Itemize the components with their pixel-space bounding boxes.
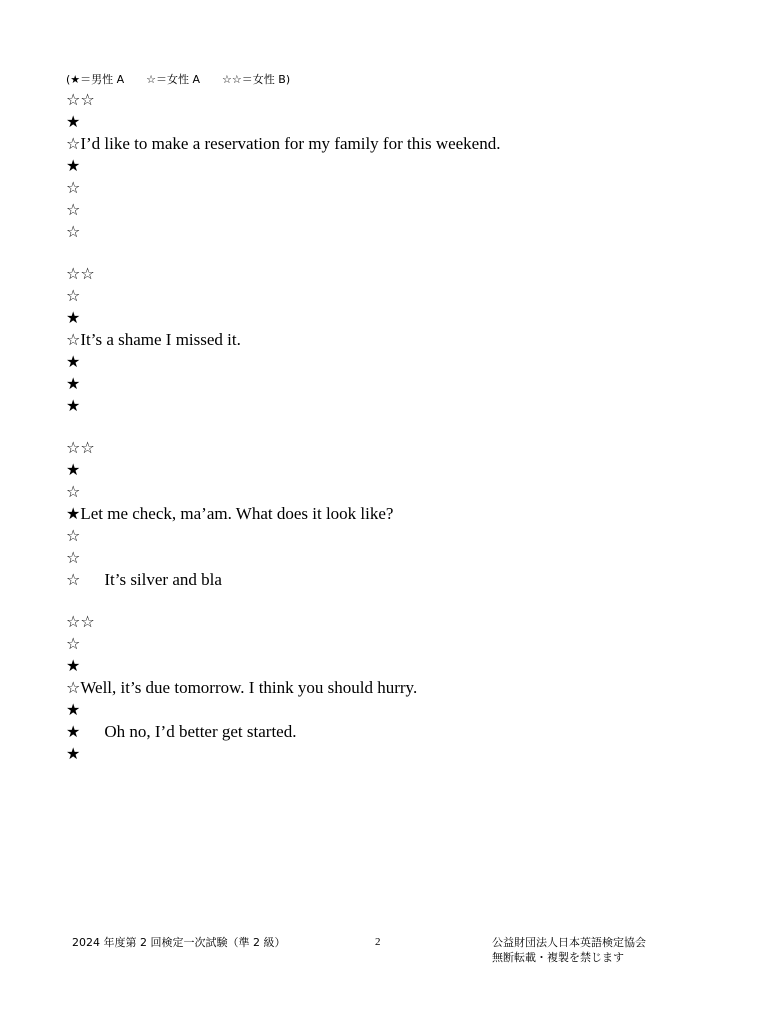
dialogue-block (66, 89, 706, 243)
speaker-marker: ★ (66, 722, 81, 741)
speaker-marker: ★ (66, 744, 81, 763)
footer-page-number: 2 (375, 936, 381, 948)
dialogue-line (66, 395, 706, 417)
speaker-marker: ★ (66, 396, 81, 415)
speaker-marker: ☆ (66, 548, 81, 567)
dialogue-line (66, 699, 706, 721)
dialogue-line (66, 611, 706, 633)
dialogue-block (66, 437, 706, 591)
dialogue-line (66, 329, 706, 351)
dialogue-line (66, 459, 706, 481)
speaker-marker: ☆☆ (66, 90, 95, 109)
speaker-marker: ★ (66, 112, 81, 131)
speaker-marker: ☆☆ (66, 438, 95, 457)
footer-exam-title: 2024 年度第 2 回検定一次試験（準 2 級） (72, 936, 286, 949)
dialogue-line (66, 437, 706, 459)
dialogue-line (66, 721, 706, 743)
dialogue-line (66, 655, 706, 677)
speaker-marker: ★ (66, 460, 81, 479)
dialogue-gap (66, 243, 706, 263)
dialogue-line (66, 133, 706, 155)
dialogue-line (66, 743, 706, 765)
dialogue-line (66, 569, 706, 591)
footer-copyright (492, 935, 646, 965)
dialogue-line (66, 155, 706, 177)
speaker-marker: ☆ (66, 200, 81, 219)
dialogue-line (66, 633, 706, 655)
dialogue-text: It’s silver and bla (104, 570, 222, 589)
dialogue-text: I’d like to make a reservation for my family for this weekend. (80, 134, 501, 153)
speaker-marker: ☆☆ (66, 612, 95, 631)
speaker-marker: ☆ (66, 526, 81, 545)
dialogue-line (66, 89, 706, 111)
speaker-marker: ★ (66, 352, 81, 371)
dialogue-line (66, 503, 706, 525)
dialogue-text: Oh no, I’d better get started. (104, 722, 297, 741)
dialogue-line (66, 307, 706, 329)
dialogue-gap (66, 417, 706, 437)
footer-organization: 公益財団法人日本英語検定協会 (492, 936, 646, 949)
dialogue-gap (66, 591, 706, 611)
dialogue-line (66, 263, 706, 285)
dialogue-block (66, 263, 706, 417)
speaker-marker: ☆ (66, 482, 81, 501)
dialogue-text: Let me check, ma’am. What does it look like? (80, 504, 394, 523)
dialogue-line (66, 351, 706, 373)
dialogue-line (66, 111, 706, 133)
dialogue-line (66, 677, 706, 699)
speaker-marker: ☆ (66, 570, 81, 589)
speaker-marker: ☆ (66, 330, 81, 349)
dialogue-line (66, 221, 706, 243)
dialogue-line (66, 481, 706, 503)
dialogue-line (66, 373, 706, 395)
dialogue-line (66, 285, 706, 307)
speaker-marker: ☆ (66, 286, 81, 305)
dialogue-script (66, 89, 706, 765)
speaker-marker: ☆ (66, 678, 81, 697)
dialogue-text: It’s a shame I missed it. (80, 330, 241, 349)
speaker-marker: ☆ (66, 634, 81, 653)
speaker-marker: ☆☆ (66, 264, 95, 283)
dialogue-line (66, 177, 706, 199)
speaker-marker: ★ (66, 656, 81, 675)
dialogue-line (66, 199, 706, 221)
speaker-marker: ☆ (66, 134, 81, 153)
dialogue-line (66, 547, 706, 569)
dialogue-text: Well, it’s due tomorrow. I think you should hurry. (80, 678, 418, 697)
dialogue-line (66, 525, 706, 547)
speaker-legend: (★＝男性 A ☆＝女性 A ☆☆＝女性 B) (66, 73, 291, 86)
speaker-marker: ☆ (66, 222, 81, 241)
speaker-marker: ★ (66, 374, 81, 393)
speaker-marker: ☆ (66, 178, 81, 197)
dialogue-block (66, 611, 706, 765)
speaker-marker: ★ (66, 156, 81, 175)
speaker-marker: ★ (66, 504, 81, 523)
speaker-marker: ★ (66, 700, 81, 719)
speaker-marker: ★ (66, 308, 81, 327)
footer-notice: 無断転載・複製を禁じます (492, 951, 624, 964)
